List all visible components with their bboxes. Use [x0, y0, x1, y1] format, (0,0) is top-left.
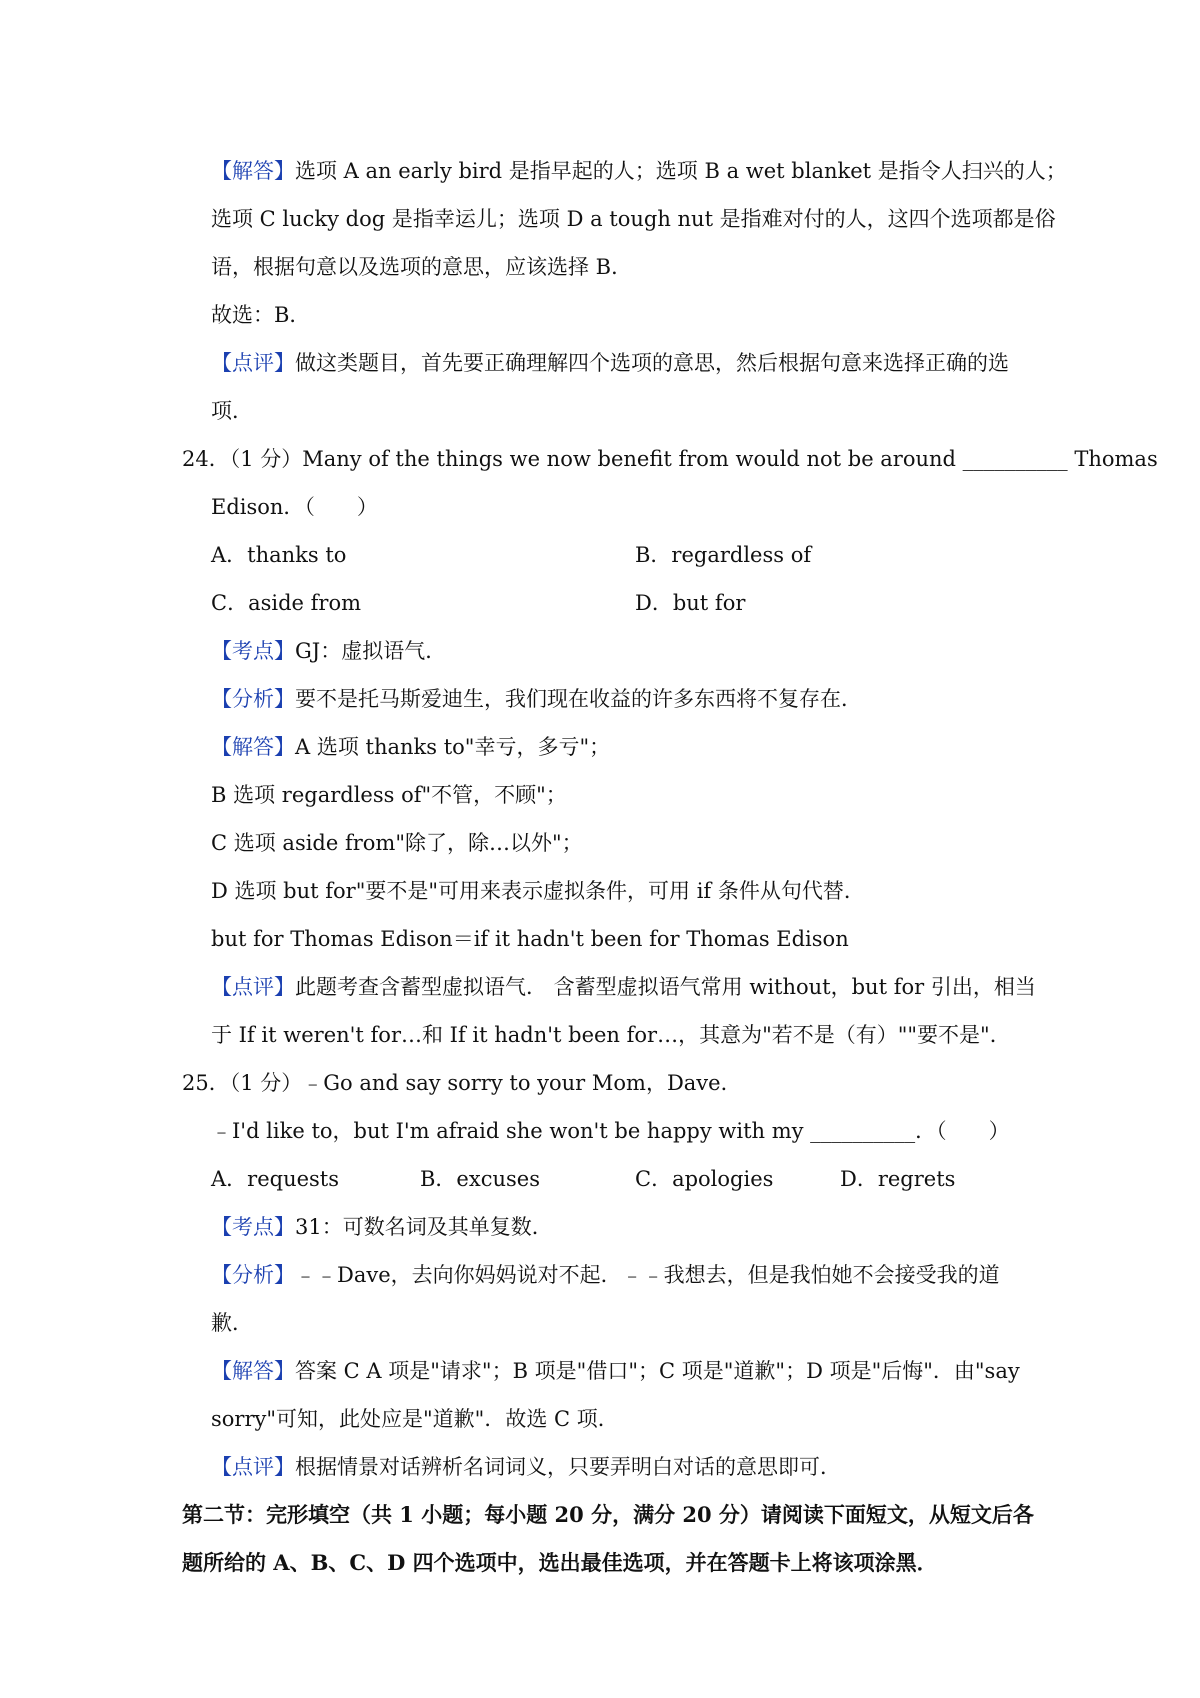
q24-stem-line1: 24．（1 分）Many of the things we now benefit from would not be around __________ Thomas — [182, 447, 1158, 471]
q23-answer: 故选：B． — [211, 303, 311, 327]
q23-dianping-line1: 【点评】做这类题目，首先要正确理解四个选项的意思，然后根据句意来选择正确的选 — [211, 351, 1009, 375]
q23-jieda-line2: 选项 C lucky dog 是指幸运儿；选项 D a tough nut 是指难对付的人，这四个选项都是俗 — [211, 207, 1056, 231]
q24-dianping-line2: 于 If it weren't for…和 If it hadn't been for…，其意为"若不是（有）""要不是"． — [211, 1023, 1011, 1047]
q25-dianping: 【点评】根据情景对话辨析名词词义，只要弄明白对话的意思即可． — [211, 1455, 841, 1479]
q25-option-d: D．regrets — [840, 1167, 956, 1191]
q24-jieda-line1: 【解答】A 选项 thanks to"幸亏，多亏"； — [211, 735, 611, 759]
jieda-tag: 【解答】 — [211, 1359, 295, 1383]
kaodian-tag: 【考点】 — [211, 639, 295, 663]
q24-kaodian: 【考点】GJ：虚拟语气． — [211, 639, 447, 663]
q24-option-c: C．aside from — [211, 591, 361, 615]
q25-stem-line1: 25．（1 分）﹣Go and say sorry to your Mom，Dave． — [182, 1071, 742, 1095]
dianping-tag: 【点评】 — [211, 1455, 295, 1479]
section2-heading-line1: 第二节：完形填空（共 1 小题；每小题 20 分，满分 20 分）请阅读下面短文，从短文后各 — [182, 1502, 1034, 1527]
jieda-tag: 【解答】 — [211, 735, 295, 759]
q24-jieda-line4: D 选项 but for"要不是"可用来表示虚拟条件，可用 if 条件从句代替． — [211, 879, 865, 903]
q25-stem-line2: ﹣I'd like to，but I'm afraid she won't be happy with my __________．（ ） — [211, 1119, 1010, 1143]
fenxi-tag: 【分析】 — [211, 687, 295, 711]
dianping-tag: 【点评】 — [211, 351, 295, 375]
q24-jieda-line5: but for Thomas Edison＝if it hadn't been for Thomas Edison — [211, 927, 849, 951]
q25-jieda-line2: sorry"可知，此处应是"道歉"．故选 C 项． — [211, 1407, 619, 1431]
kaodian-tag: 【考点】 — [211, 1215, 295, 1239]
q25-fenxi-line1: 【分析】﹣﹣Dave，去向你妈妈说对不起．﹣﹣我想去，但是我怕她不会接受我的道 — [211, 1263, 1000, 1287]
q23-jieda-line3: 语，根据句意以及选项的意思，应该选择 B． — [211, 255, 633, 279]
q24-option-b: B．regardless of — [635, 543, 812, 567]
q23-dianping-line2: 项． — [211, 399, 253, 423]
q24-jieda-line2: B 选项 regardless of"不管，不顾"； — [211, 783, 567, 807]
q24-option-d: D．but for — [635, 591, 746, 615]
q24-dianping-line1: 【点评】此题考查含蓄型虚拟语气． 含蓄型虚拟语气常用 without，but for 引出，相当 — [211, 975, 1036, 999]
q24-stem-line2: Edison．（ ） — [211, 495, 378, 519]
section2-heading-line2: 题所给的 A、B、C、D 四个选项中，选出最佳选项，并在答题卡上将该项涂黑． — [182, 1550, 938, 1575]
q25-jieda-line1: 【解答】答案 C A 项是"请求"；B 项是"借口"；C 项是"道歉"；D 项是"后悔"．由"say — [211, 1359, 1020, 1383]
q25-fenxi-line2: 歉． — [211, 1311, 253, 1335]
q25-option-b: B．excuses — [420, 1167, 540, 1191]
q25-option-a: A．requests — [211, 1167, 340, 1191]
q24-jieda-line3: C 选项 aside from"除了，除…以外"； — [211, 831, 583, 855]
q24-fenxi: 【分析】要不是托马斯爱迪生，我们现在收益的许多东西将不复存在． — [211, 687, 862, 711]
dianping-tag: 【点评】 — [211, 975, 295, 999]
q25-kaodian: 【考点】31：可数名词及其单复数． — [211, 1215, 553, 1239]
jieda-tag: 【解答】 — [211, 159, 295, 183]
q23-jieda-line1: 【解答】选项 A an early bird 是指早起的人；选项 B a wet blanket 是指令人扫兴的人； — [211, 159, 1067, 183]
q24-option-a: A．thanks to — [211, 543, 347, 567]
q25-option-c: C．apologies — [635, 1167, 774, 1191]
fenxi-tag: 【分析】 — [211, 1263, 295, 1287]
